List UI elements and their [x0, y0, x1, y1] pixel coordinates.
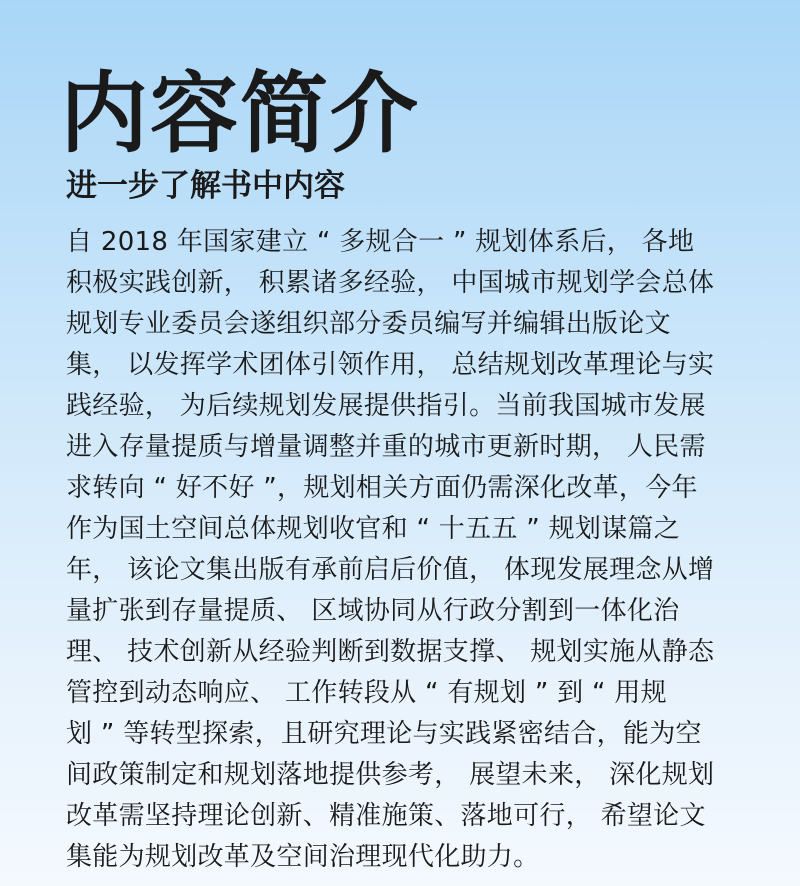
paragraph-line: 理、 技术创新从经验判断到数据支撑、 规划实施从静态	[66, 637, 715, 667]
paragraph-line: 集， 以发挥学术团体引领作用， 总结规划改革理论与实	[66, 350, 715, 380]
paragraph-line: 自 2018 年国家建立 “ 多规合一 ” 规划体系后， 各地	[66, 227, 695, 257]
paragraph-line: 进入存量提质与增量调整并重的城市更新时期， 人民需	[66, 432, 706, 462]
paragraph-line: 求转向 “ 好不好 ”，规划相关方面仍需深化改革，今年	[66, 473, 698, 503]
paragraph-line: 管控到动态响应、 工作转段从 “ 有规划 ” 到 “ 用规	[66, 678, 667, 708]
paragraph-line: 改革需坚持理论创新、精准施策、落地可行， 希望论文	[66, 801, 706, 831]
intro-paragraph	[66, 222, 736, 878]
paragraph-line: 规划专业委员会遂组织部分委员编写并编辑出版论文	[66, 309, 671, 339]
paragraph-line: 践经验， 为后续规划发展提供指引。当前我国城市发展	[66, 391, 706, 421]
paragraph-line: 量扩张到存量提质、 区域协同从行政分割到一体化治	[66, 596, 680, 626]
page-subtitle: 进一步了解书中内容	[66, 168, 345, 204]
page-title: 内容简介	[60, 62, 421, 165]
paragraph-line: 积极实践创新， 积累诸多经验， 中国城市规划学会总体	[66, 268, 715, 298]
paragraph-line: 作为国土空间总体规划收官和 “ 十五五 ” 规划谋篇之	[66, 514, 681, 544]
paragraph-line: 集能为规划改革及空间治理现代化助力。	[66, 842, 540, 872]
paragraph-line: 间政策制定和规划落地提供参考， 展望未来， 深化规划	[66, 760, 715, 790]
paragraph-line: 划 ” 等转型探索，且研究理论与实践紧密结合，能为空	[66, 719, 702, 749]
paragraph-line: 年， 该论文集出版有承前启后价值， 体现发展理念从增	[66, 555, 715, 585]
